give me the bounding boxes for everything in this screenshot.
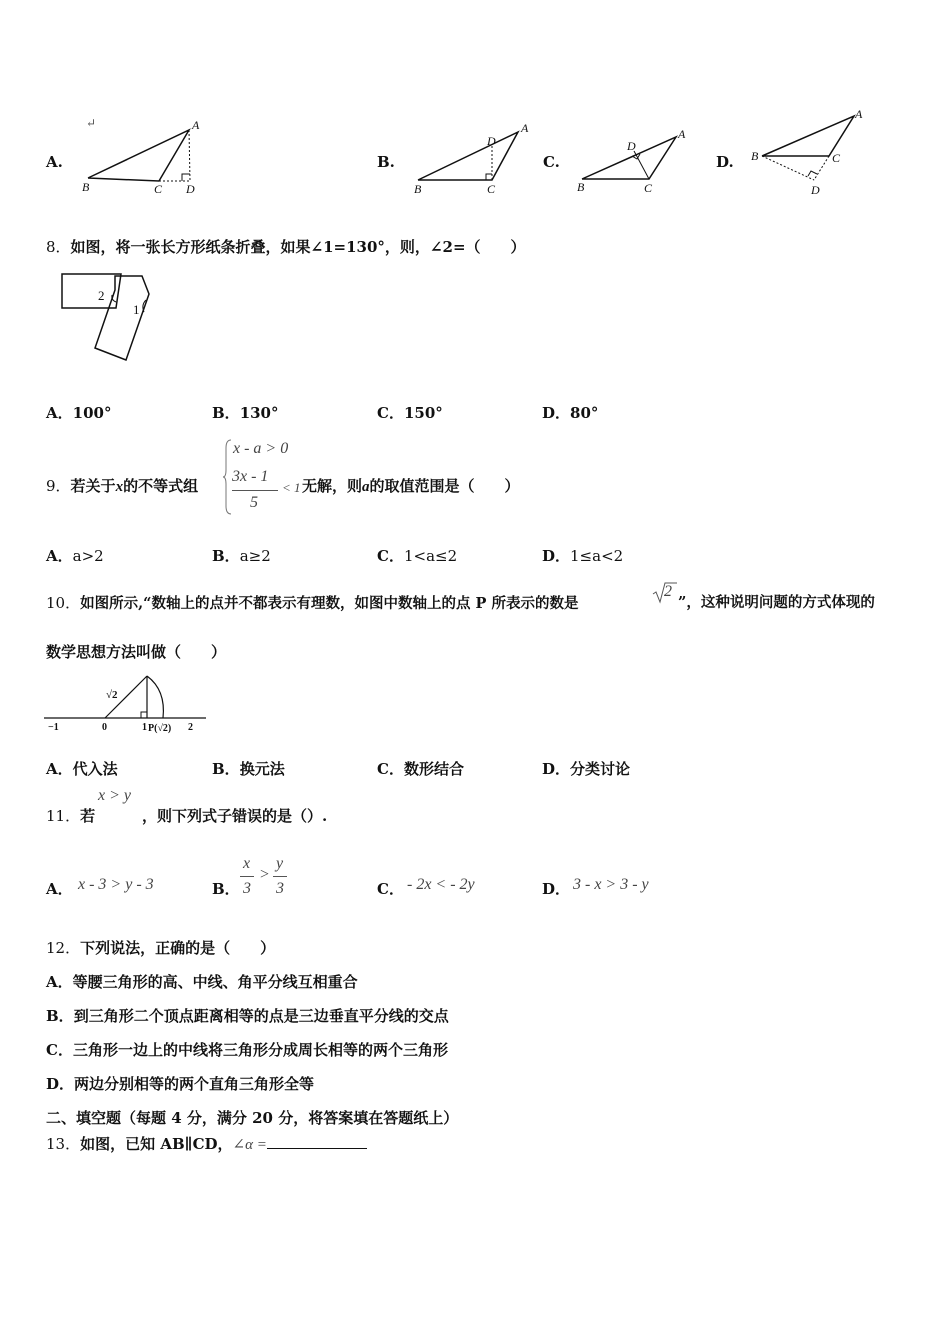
q11-option-d-value: 3 - x > 3 - y — [573, 876, 649, 893]
q10-number: 10． — [46, 594, 81, 612]
label-d: D — [627, 139, 636, 153]
q7-option-d-label: D. — [716, 153, 734, 171]
q9-inequality-2-rhs: < 1 — [282, 480, 301, 495]
tick-0: 0 — [102, 722, 107, 733]
q13-angle: ∠α = — [232, 1137, 267, 1153]
var-x: x — [115, 479, 124, 495]
angle-2-label: 2 — [98, 288, 105, 303]
label-d: D — [487, 134, 496, 148]
q11-option-b-den2: 3 — [276, 880, 284, 897]
q7-option-a-label: A. — [46, 153, 63, 171]
q11-condition: x > y — [98, 787, 131, 804]
label-d: D — [186, 182, 195, 196]
q9-option-d[interactable]: D．1≤a<2 — [542, 547, 624, 565]
label-a: A — [855, 107, 863, 121]
return-mark: ↵ — [86, 116, 97, 130]
q12-option-c[interactable]: C．三角形一边上的中线将三角形分成周长相等的两个三角形 — [46, 1041, 448, 1059]
q10-stem-line1: 10．如图所示,“数轴上的点并不都表示有理数，如图中数轴上的点 P 所表示的数是 — [46, 594, 579, 612]
q9-option-a[interactable]: A．a>2 — [46, 547, 104, 565]
q11-option-b-bar2 — [273, 876, 287, 877]
q11-option-b-op: > — [259, 866, 270, 883]
label-a: A — [192, 118, 200, 132]
q8-option-c[interactable]: C．150° — [377, 404, 443, 422]
q8-number: 8． — [46, 238, 71, 256]
q10-stem-line1-end: ”，这种说明问题的方式体现的 — [678, 594, 875, 611]
q9-fraction-bar — [232, 490, 278, 491]
q12-number: 12． — [46, 939, 81, 957]
q11-option-b-bar1 — [240, 876, 254, 877]
q7-figure-c — [574, 125, 694, 200]
q11-option-b-num2: y — [276, 855, 284, 872]
q8-stem — [46, 237, 526, 257]
label-a: A — [678, 127, 686, 141]
angle-1-label: 1 — [133, 302, 140, 317]
q12-option-b[interactable]: B．到三角形二个顶点距离相等的点是三边垂直平分线的交点 — [46, 1007, 449, 1025]
q12-stem: 12．下列说法，正确的是（ ） — [46, 939, 276, 957]
q12-option-d[interactable]: D．两边分别相等的两个直角三角形全等 — [46, 1075, 315, 1093]
q10-option-c[interactable]: C．数形结合 — [377, 760, 464, 778]
label-b: B — [577, 180, 585, 194]
q11-option-b-label[interactable]: B． — [212, 880, 240, 898]
q7-figure-b — [410, 118, 540, 200]
q11-option-b-den1: 3 — [243, 880, 251, 897]
var-a: a — [362, 479, 370, 495]
q7-option-b-label: B. — [377, 153, 395, 171]
q12-option-a[interactable]: A．等腰三角形的高、中线、角平分线互相重合 — [46, 973, 358, 991]
q9-brace — [222, 438, 232, 516]
q11-stem-prefix: 11．若 — [46, 807, 96, 825]
q11-option-c-value: - 2x < - 2y — [407, 876, 475, 893]
q8-figure — [60, 268, 155, 368]
q13-stem: 13．如图，已知 AB∥CD，∠α = — [46, 1134, 367, 1155]
label-b: B — [82, 180, 90, 194]
q11-stem-suffix: ，则下列式子错误的是（）. — [142, 807, 328, 825]
q7-option-c-label: C. — [543, 153, 560, 171]
q9-option-c[interactable]: C．1<a≤2 — [377, 547, 458, 565]
label-c: C — [832, 151, 841, 165]
q9-inequality-1: x - a > 0 — [233, 440, 289, 457]
tick-neg1: −1 — [48, 722, 59, 733]
q9-number: 9． — [46, 477, 71, 495]
q11-number: 11． — [46, 807, 81, 825]
label-a: A — [521, 121, 529, 135]
tick-2: 2 — [188, 722, 193, 733]
label-b: B — [414, 182, 422, 196]
q8-option-b[interactable]: B．130° — [212, 404, 279, 422]
q10-stem-line2: 数学思想方法叫做（ ） — [46, 643, 227, 661]
label-c: C — [644, 181, 653, 195]
q8-option-a[interactable]: A．100° — [46, 404, 112, 422]
q11-option-c-label[interactable]: C． — [377, 880, 404, 898]
hypotenuse-label: √2 — [106, 689, 118, 701]
q8-text: 如图，将一张长方形纸条折叠，如果∠1=130°，则，∠2=（ ） — [70, 238, 526, 256]
q10-number-line-figure — [44, 668, 209, 738]
q9-option-b[interactable]: B．a≥2 — [212, 547, 271, 565]
label-d: D — [811, 183, 820, 197]
q9-stem-suffix: 无解，则a的取值范围是（ ） — [302, 477, 520, 495]
label-b: B — [751, 149, 759, 163]
point-p-label: P(√2) — [148, 723, 172, 734]
q10-option-d[interactable]: D．分类讨论 — [542, 760, 631, 778]
q8-option-d[interactable]: D．80° — [542, 404, 599, 422]
label-c: C — [487, 182, 496, 196]
q7-figure-a — [80, 115, 210, 200]
q9-stem-prefix: 9．若关于x的不等式组 — [46, 477, 199, 495]
q11-option-d-label[interactable]: D． — [542, 880, 571, 898]
q11-option-a-value: x - 3 > y - 3 — [78, 876, 154, 893]
q7-figure-d — [748, 106, 873, 198]
q9-fraction-denominator: 5 — [250, 494, 258, 511]
tick-1: 1 — [142, 722, 147, 733]
q11-option-b-num1: x — [243, 855, 251, 872]
label-c: C — [154, 182, 163, 196]
q10-option-b[interactable]: B．换元法 — [212, 760, 285, 778]
q10-option-a[interactable]: A．代入法 — [46, 760, 118, 778]
section-2-title: 二、填空题（每题 4 分，满分 20 分，将答案填在答题纸上） — [46, 1109, 459, 1127]
q11-option-a-label[interactable]: A． — [46, 880, 73, 898]
q13-number: 13． — [46, 1135, 81, 1153]
q10-sqrt-value: 2 — [664, 583, 672, 600]
q9-fraction-numerator: 3x - 1 — [232, 468, 269, 485]
q13-answer-blank[interactable] — [267, 1134, 367, 1149]
